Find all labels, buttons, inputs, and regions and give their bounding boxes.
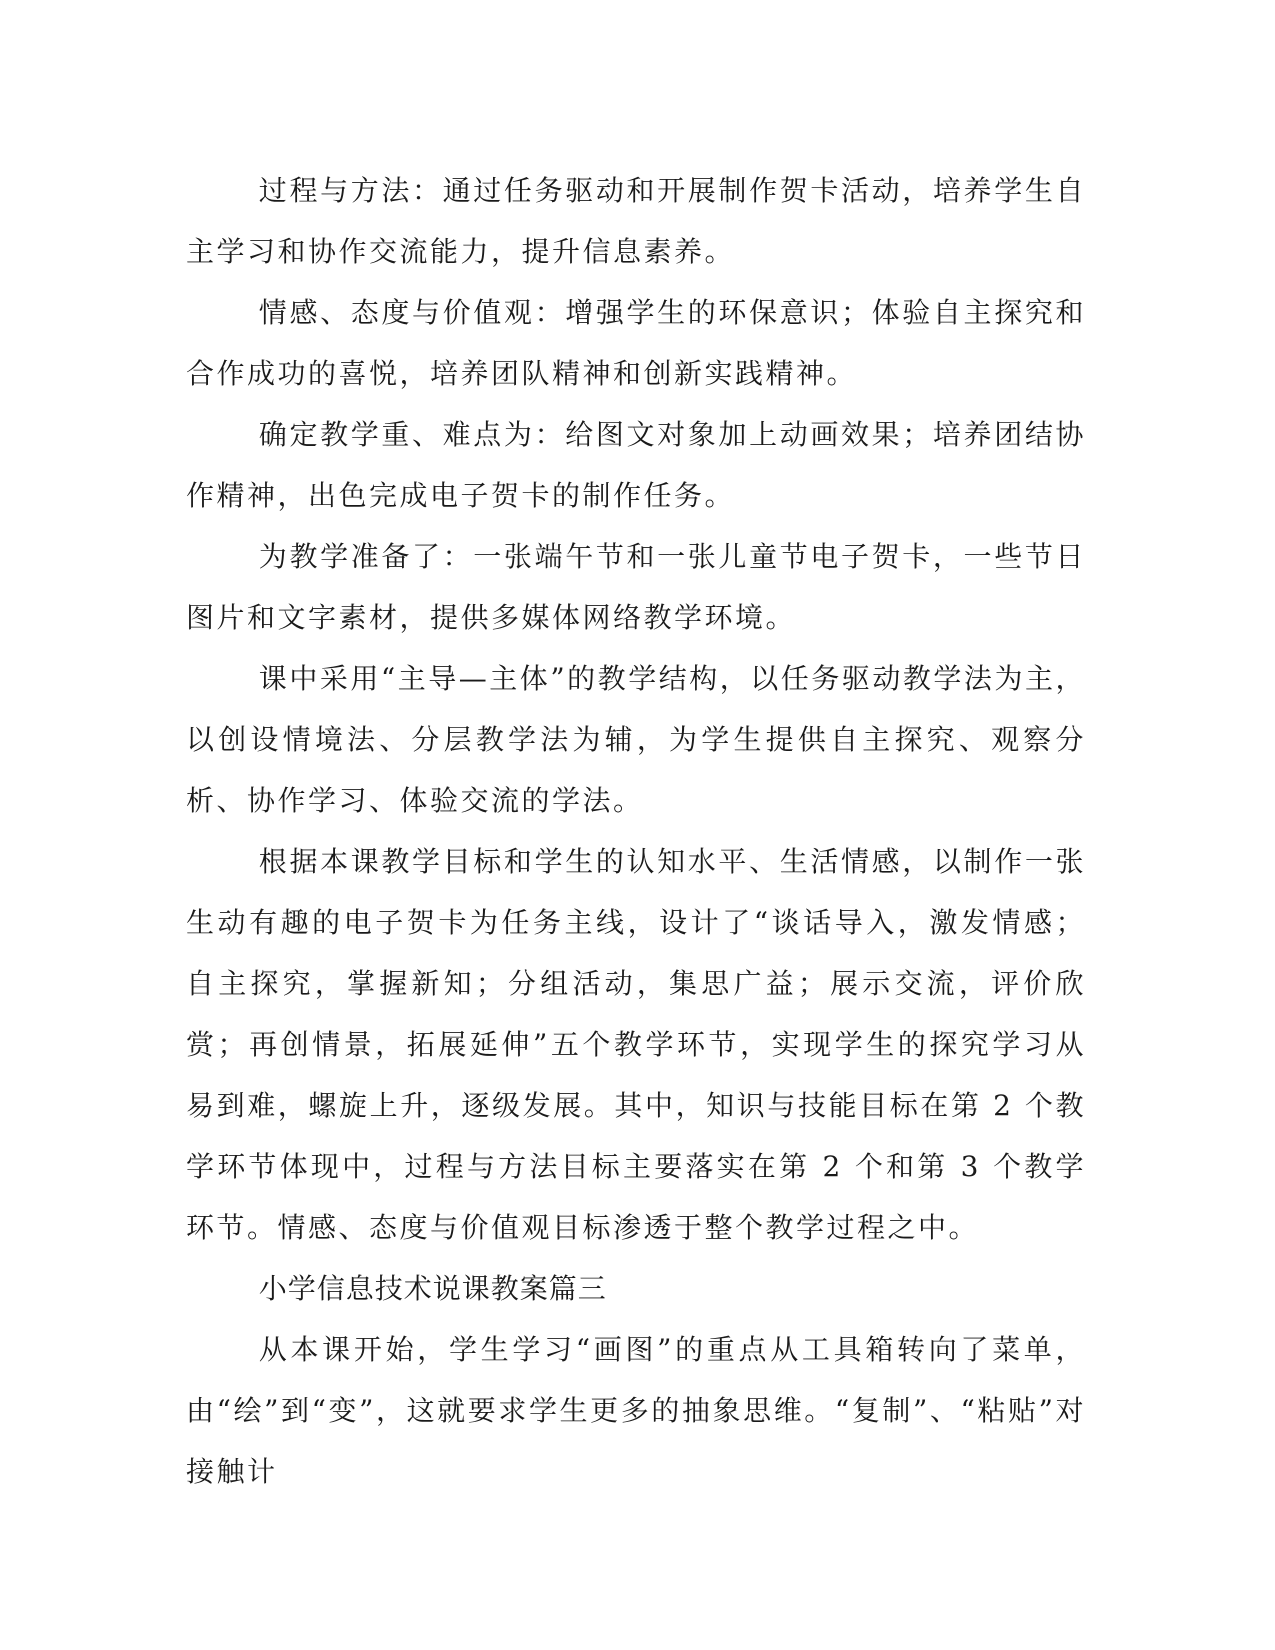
paragraph-key-difficulties: 确定教学重、难点为：给图文对象加上动画效果；培养团结协作精神，出色完成电子贺卡的制作任务。 — [186, 418, 1086, 512]
paragraph-teaching-structure: 课中采用“主导—主体”的教学结构，以任务驱动教学法为主，以创设情境法、分层教学法为辅，为学生提供自主探究、观察分析、协作学习、体验交流的学法。 — [186, 662, 1086, 817]
section-heading: 小学信息技术说课教案篇三 — [258, 1272, 607, 1305]
paragraph-lesson-intro: 从本课开始，学生学习“画图”的重点从工具箱转向了菜单，由“绘”到“变”，这就要求学生更多的抽象思维。“复制”、“粘贴”对接触计 — [186, 1333, 1086, 1488]
document-body — [186, 160, 1086, 1502]
paragraph-emotion-values: 情感、态度与价值观：增强学生的环保意识；体验自主探究和合作成功的喜悦，培养团队精神和创新实践精神。 — [186, 296, 1086, 390]
paragraph-process-method: 过程与方法：通过任务驱动和开展制作贺卡活动，培养学生自主学习和协作交流能力，提升信息素养。 — [186, 174, 1086, 268]
paragraph-teaching-preparation: 为教学准备了：一张端午节和一张儿童节电子贺卡，一些节日图片和文字素材，提供多媒体网络教学环境。 — [186, 540, 1086, 634]
paragraph-teaching-process: 根据本课教学目标和学生的认知水平、生活情感，以制作一张生动有趣的电子贺卡为任务主线，设计了“谈话导入，激发情感；自主探究，掌握新知；分组活动，集思广益；展示交流，评价欣赏；再创情景，拓展延伸”五个教学环节，实现学生的探究学习从易到难，螺旋上升，逐级发展。其中，知识与技能目标在第 2 个教学环节体现中，过程与方法目标主要落实在第 2 个和第 3 个教学环节。情感、态度与价值观目标渗透于整个教学过程之中。 — [186, 845, 1086, 1244]
